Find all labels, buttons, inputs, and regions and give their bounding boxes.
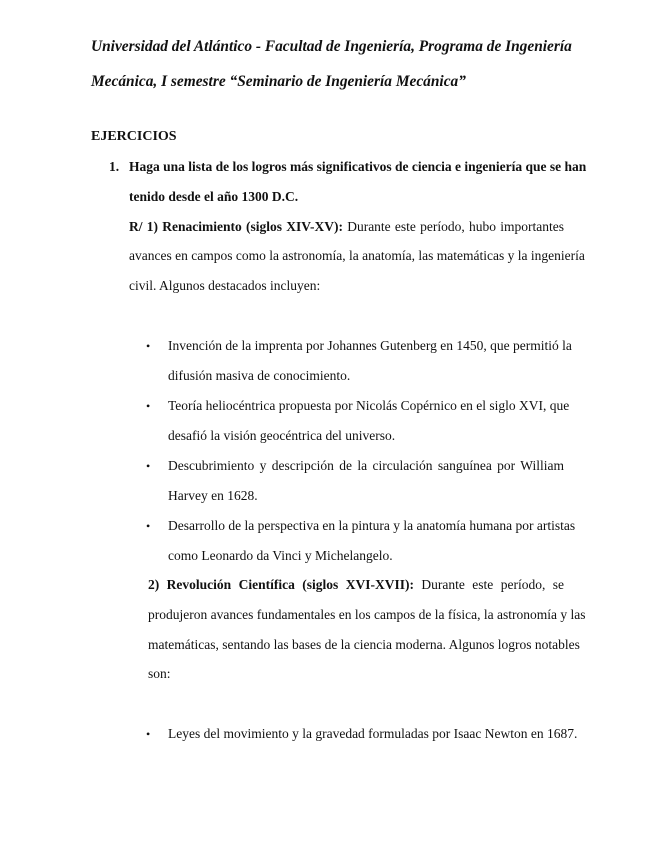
list-item-line-2: desafió la visión geocéntrica del universo. bbox=[168, 428, 396, 443]
answer2-line-4: son: bbox=[148, 666, 171, 681]
header-line-1: Universidad del Atlántico - Facultad de Ingeniería, Programa de Ingeniería bbox=[91, 38, 572, 55]
question-line-2: tenido desde el año 1300 D.C. bbox=[129, 189, 299, 204]
question-number: 1. bbox=[109, 159, 120, 174]
answer2-line-3: matemáticas, sentando las bases de la ciencia moderna. Algunos logros notables bbox=[148, 637, 580, 652]
answer1-heading: R/ 1) Renacimiento (siglos XIV-XV): bbox=[129, 219, 343, 234]
list-item-line-2: como Leonardo da Vinci y Michelangelo. bbox=[168, 548, 393, 563]
answer2-line-2: produjeron avances fundamentales en los campos de la física, la astronomía y las bbox=[148, 607, 586, 622]
question-line-1: Haga una lista de los logros más significativos de ciencia e ingeniería que se han bbox=[129, 159, 587, 174]
list-item-line-1: Leyes del movimiento y la gravedad formuladas por Isaac Newton en 1687. bbox=[168, 726, 578, 741]
list-item-line-1: Desarrollo de la perspectiva en la pintura y la anatomía humana por artistas bbox=[168, 518, 576, 533]
header-line-2: Mecánica, I semestre “Seminario de Ingeniería Mecánica” bbox=[91, 73, 466, 90]
bullet-icon: • bbox=[146, 399, 151, 413]
bullet-icon: • bbox=[146, 727, 151, 741]
bullet-icon: • bbox=[146, 459, 151, 473]
list-item-line-1: Descubrimiento y descripción de la circulación sanguínea por William bbox=[168, 458, 564, 473]
list-item-line-1: Invención de la imprenta por Johannes Gutenberg en 1450, que permitió la bbox=[168, 338, 572, 353]
bullet-icon: • bbox=[146, 339, 151, 353]
answer1-line-1-text: Durante este período, hubo importantes bbox=[342, 219, 564, 234]
answer2-heading: 2) Revolución Científica (siglos XVI-XVII): bbox=[148, 577, 414, 592]
list-item-line-2: Harvey en 1628. bbox=[168, 488, 258, 503]
answer2-line-1 bbox=[148, 577, 564, 593]
answer1-line-3: civil. Algunos destacados incluyen: bbox=[129, 278, 321, 293]
answer1-line-1 bbox=[129, 219, 564, 235]
answer1-line-2: avances en campos como la astronomía, la anatomía, las matemáticas y la ingeniería bbox=[129, 248, 585, 263]
list-item-line-1: Teoría heliocéntrica propuesta por Nicolás Copérnico en el siglo XVI, que bbox=[168, 398, 570, 413]
answer2-line-1-text: Durante este período, se bbox=[413, 577, 564, 592]
list-item-line-2: difusión masiva de conocimiento. bbox=[168, 368, 351, 383]
section-title: EJERCICIOS bbox=[91, 129, 177, 144]
bullet-icon: • bbox=[146, 519, 151, 533]
